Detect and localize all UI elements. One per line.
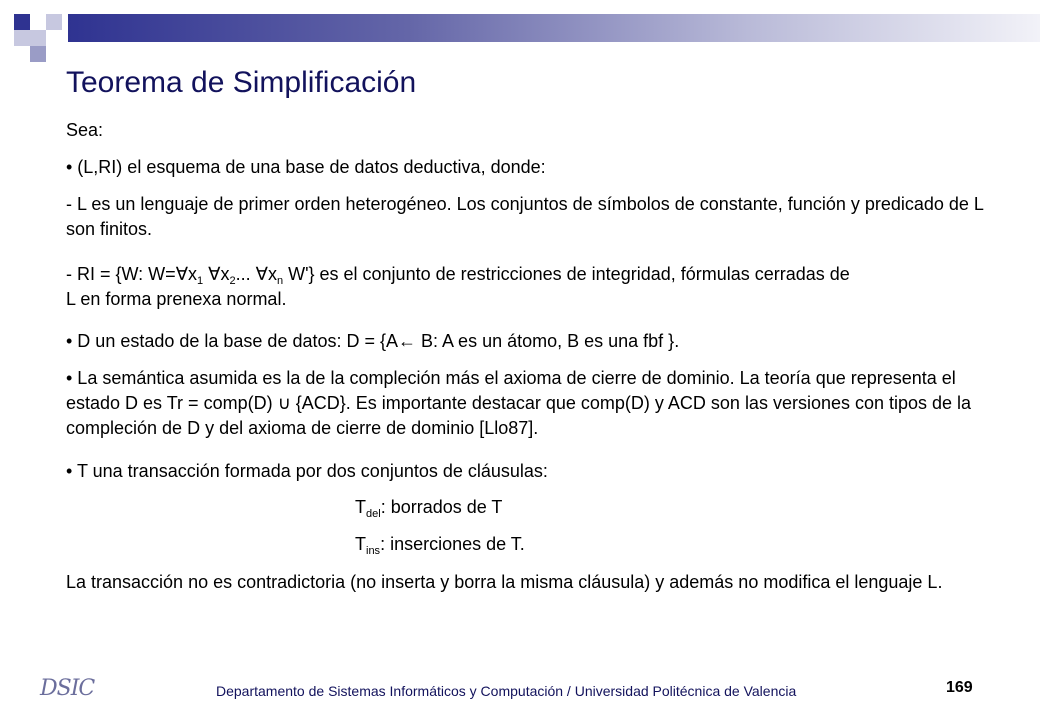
bullet-state: • D un estado de la base de datos: D = {A← B: A es un átomo, B es una fbf }. (66, 331, 680, 351)
language-definition: - L es un lenguaje de primer orden heterogéneo. Los conjuntos de símbolos de constante, función y predicado de L son finitos. (66, 194, 984, 239)
closing-paragraph: La transacción no es contradictoria (no inserta y borra la misma cláusula) y además no modifica el lenguaje L. (66, 572, 943, 592)
integrity-constraints: - RI = {W: $W=\forall x_1$ $\forall x_2$... $\forall x_n$ W'} es el conjunto de restricciones de integridad, fórmulas cerradas de (66, 264, 850, 287)
deco-square (46, 14, 62, 30)
deco-square (14, 14, 30, 30)
tdel-line: $T_{del}$: borrados de T (355, 497, 503, 520)
page-number: 169 (946, 679, 973, 696)
bullet-transaction: • T una transacción formada por dos conjuntos de cláusulas: (66, 461, 548, 481)
slide-title: Teorema de Simplificación (66, 66, 417, 99)
header-banner (68, 14, 1040, 42)
deco-square (30, 30, 46, 46)
integrity-constraints-cont: L en forma prenexa normal. (66, 289, 287, 309)
deco-square (14, 30, 30, 46)
footer-department: Departamento de Sistemas Informáticos y Computación / Universidad Politécnica de Valencia (216, 683, 797, 699)
bullet-scheme: • (L,RI) el esquema de una base de datos deductiva, donde: (66, 157, 546, 177)
sea-label: Sea: (66, 120, 104, 140)
dsic-logo: DSIC (40, 676, 95, 701)
semantics-paragraph: • La semántica asumida es la de la compleción más el axioma de cierre de dominio. La teoría que representa el estado D es Tr = comp(D) ∪ {ACD}. Es importante destacar que comp(D) y ACD son las versiones con tipos de la compleción de D y del axioma de cierre de dominio [Llo87]. (66, 368, 972, 438)
tins-line: $T_{ins}$: inserciones de T. (355, 534, 525, 557)
deco-square (30, 46, 46, 62)
